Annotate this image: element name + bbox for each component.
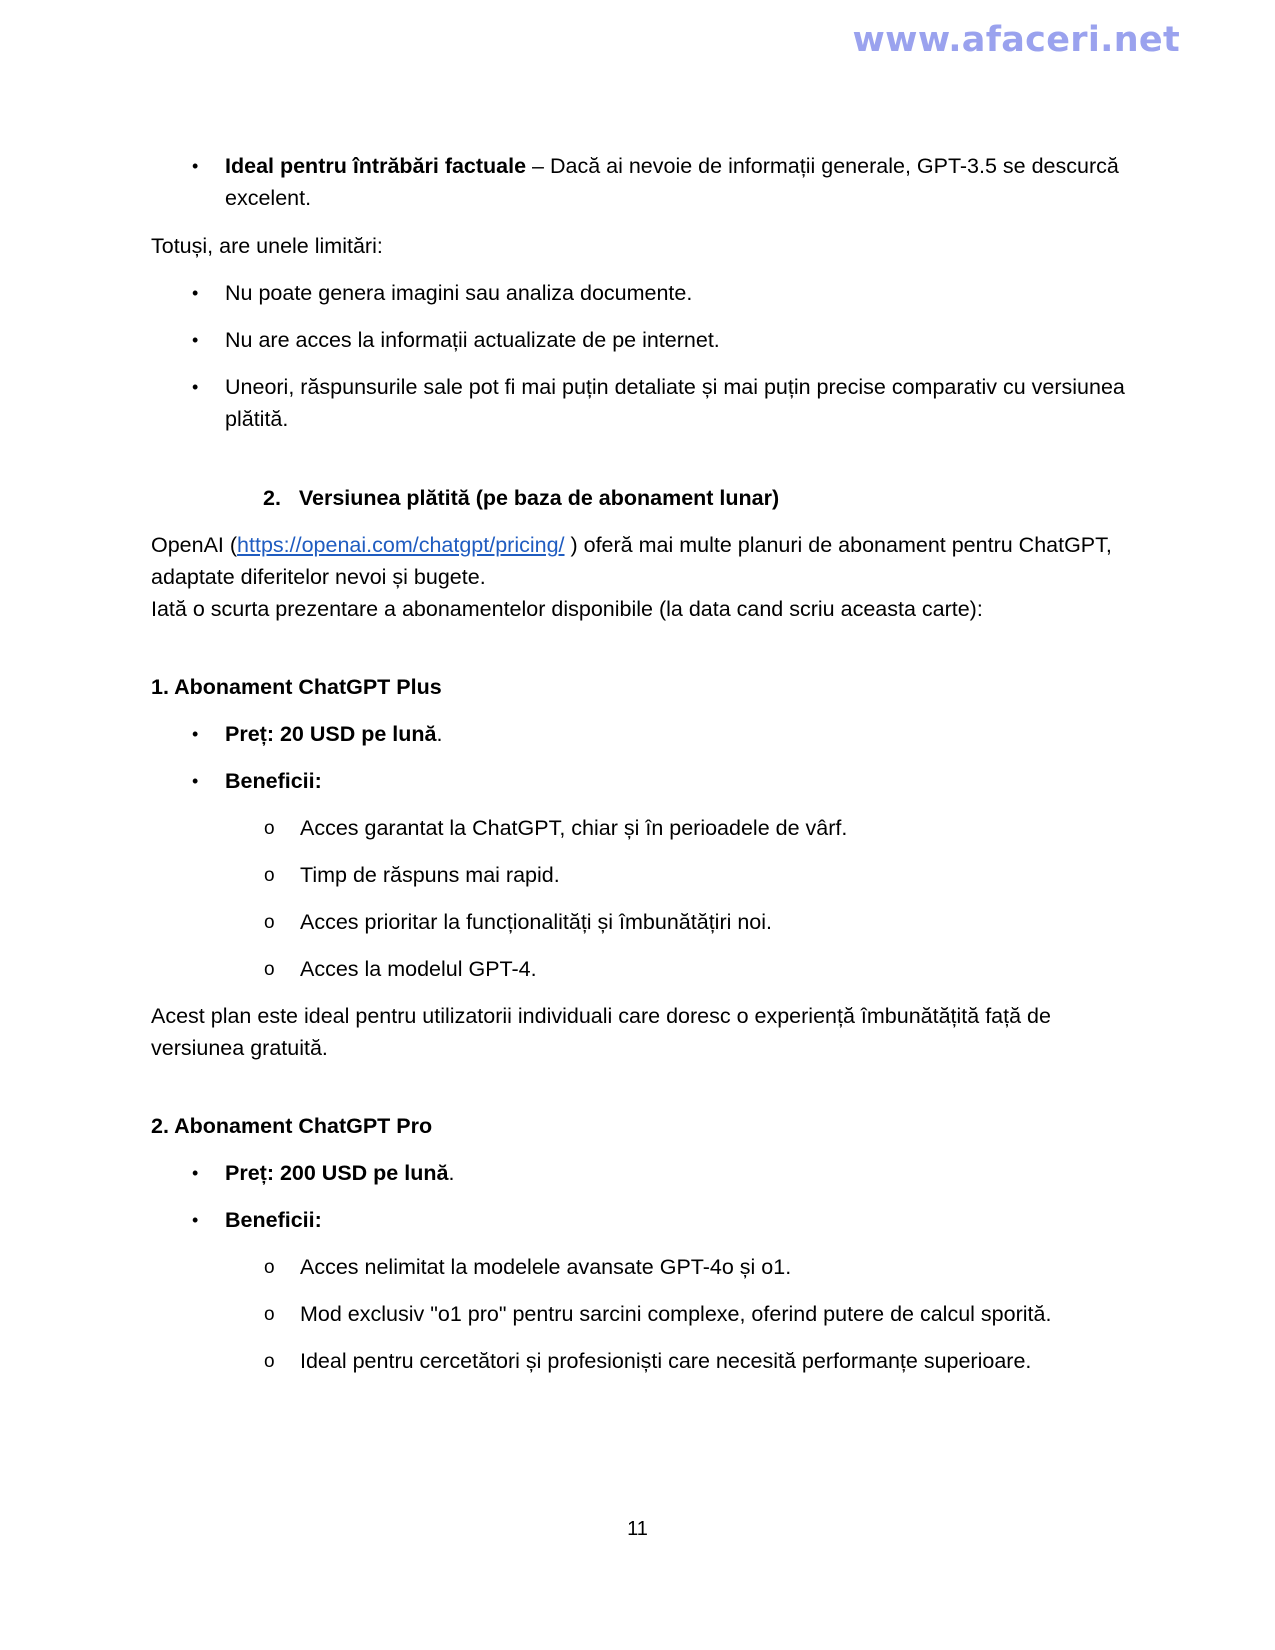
pro-list <box>151 1157 1131 1236</box>
pricing-link[interactable]: https://openai.com/chatgpt/pricing/ <box>237 533 565 557</box>
list-item <box>151 277 1131 309</box>
circle-bullet-icon: o <box>264 1351 275 1372</box>
price-punct: . <box>448 1161 455 1185</box>
circle-bullet-icon: o <box>264 818 275 839</box>
bullet-icon: • <box>192 771 199 791</box>
plus-list <box>151 718 1131 797</box>
list-item <box>151 324 1131 356</box>
limitation-text: Nu are acces la informații actualizate de pe internet. <box>225 328 720 352</box>
list-item <box>151 371 1131 435</box>
pro-heading: 2. Abonament ChatGPT Pro <box>151 1114 433 1138</box>
limitation-text: Uneori, răspunsurile sale pot fi mai puțin detaliate și mai puțin precise comparativ cu versiunea plătită. <box>225 375 1125 431</box>
list-item <box>151 1157 1131 1189</box>
bullet-icon: • <box>192 330 199 350</box>
list-item <box>151 859 1131 891</box>
benefit-text: Acces nelimitat la modelele avansate GPT-4o și o1. <box>300 1255 792 1279</box>
pro-benefits-list <box>151 1251 1131 1377</box>
top-bullet-list <box>151 150 1131 214</box>
circle-bullet-icon: o <box>264 1304 275 1325</box>
list-item <box>151 718 1131 750</box>
limitation-text: Nu poate genera imagini sau analiza documente. <box>225 281 693 305</box>
paragraph-text: OpenAI ( <box>151 533 238 557</box>
bullet-icon: • <box>192 1163 199 1183</box>
section-heading: 2. Versiunea plătită (pe baza de abonament lunar) <box>263 486 780 510</box>
list-item <box>151 906 1131 938</box>
benefit-text: Ideal pentru cercetători și profesioniști care necesită performanțe superioare. <box>300 1349 1032 1373</box>
list-item <box>151 953 1131 985</box>
bullet-icon: • <box>192 283 199 303</box>
bullet-icon: • <box>192 1210 199 1230</box>
list-item <box>151 812 1131 844</box>
circle-bullet-icon: o <box>264 865 275 886</box>
paragraph-text: ) oferă mai multe planuri de abonament pentru ChatGPT, adaptate diferitelor nevoi și bugete. <box>151 533 1112 589</box>
circle-bullet-icon: o <box>264 912 275 933</box>
price-punct: . <box>436 722 443 746</box>
list-item <box>151 765 1131 797</box>
price-text: Preț: 20 USD pe lună <box>225 722 437 746</box>
circle-bullet-icon: o <box>264 959 275 980</box>
plus-summary: Acest plan este ideal pentru utilizatorii individuali care doresc o experiență îmbunătățită față de versiunea gratuită. <box>151 1004 1051 1060</box>
list-item <box>151 150 1131 214</box>
price-text: Preț: 200 USD pe lună <box>225 1161 449 1185</box>
watermark[interactable]: www.afaceri.net <box>852 20 1180 60</box>
document-page <box>151 150 1131 1377</box>
bullet-text: – Dacă ai nevoie de informații generale, GPT-3.5 se descurcă excelent. <box>225 154 1119 210</box>
bullet-icon: • <box>192 377 199 397</box>
benefit-text: Acces la modelul GPT-4. <box>300 957 537 981</box>
bullet-bold-text: Ideal pentru întrăbări factuale <box>225 154 527 178</box>
benefit-text: Acces garantat la ChatGPT, chiar și în perioadele de vârf. <box>300 816 848 840</box>
benefit-text: Acces prioritar la funcționalități și îmbunătățiri noi. <box>300 910 773 934</box>
bullet-icon: • <box>192 724 199 744</box>
paragraph-line: Iată o scurta prezentare a abonamentelor disponibile (la data cand scriu aceasta carte): <box>151 597 983 621</box>
list-item <box>151 1204 1131 1236</box>
bullet-icon: • <box>192 156 199 176</box>
benefit-text: Mod exclusiv "o1 pro" pentru sarcini complexe, oferind putere de calcul sporită. <box>300 1302 1052 1326</box>
page-number: 11 <box>627 1518 648 1540</box>
list-item <box>151 1298 1131 1330</box>
benefit-text: Timp de răspuns mai rapid. <box>300 863 560 887</box>
circle-bullet-icon: o <box>264 1257 275 1278</box>
plus-heading: 1. Abonament ChatGPT Plus <box>151 675 442 699</box>
list-item <box>151 1251 1131 1283</box>
limitations-intro: Totuși, are unele limitări: <box>151 234 383 258</box>
benefits-label: Beneficii: <box>225 769 322 793</box>
openai-paragraph <box>151 529 1131 593</box>
plus-benefits-list <box>151 812 1131 985</box>
benefits-label: Beneficii: <box>225 1208 322 1232</box>
limitations-list <box>151 277 1131 435</box>
list-item <box>151 1345 1131 1377</box>
